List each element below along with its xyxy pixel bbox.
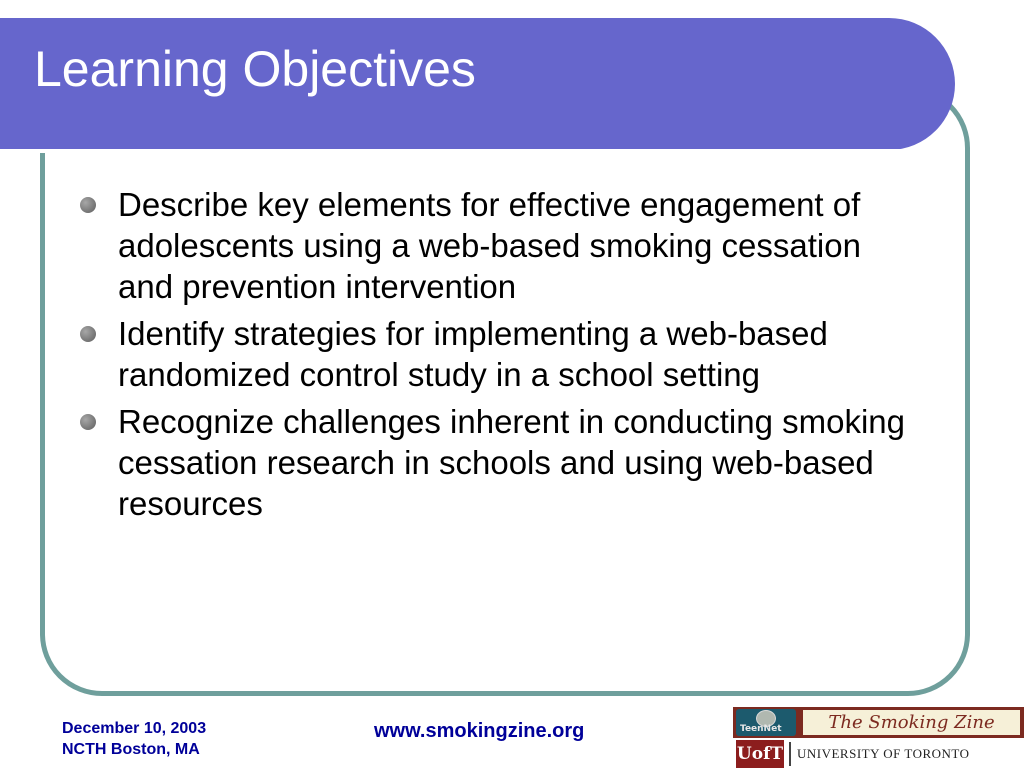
list-item [80, 313, 920, 395]
footer-url-link[interactable]: www.smokingzine.org [374, 720, 585, 742]
bullet-text: Recognize challenges inherent in conducting smoking cessation research in schools and using web-based resources [118, 403, 905, 522]
bullet-text: Describe key elements for effective engagement of adolescents using a web-based smoking cessation and prevention intervention [118, 186, 861, 305]
bullet-icon [80, 326, 96, 342]
university-name: UNIVERSITY OF TORONTO [797, 746, 970, 761]
footer-info [62, 718, 206, 760]
list-item [80, 401, 920, 524]
logo-divider [789, 742, 791, 766]
title-underline [0, 149, 905, 153]
teennet-badge [736, 709, 796, 736]
footer-location: NCTH Boston, MA [62, 741, 200, 758]
teennet-label: TeenNet [740, 724, 782, 734]
logo-banner [733, 707, 1024, 738]
bullet-icon [80, 414, 96, 430]
smoking-zine-logo [733, 707, 1024, 768]
bullet-icon [80, 197, 96, 213]
objectives-list [80, 184, 920, 530]
footer-date: December 10, 2003 [62, 720, 207, 737]
university-banner [733, 740, 1024, 768]
zine-title: The Smoking Zine [803, 710, 1020, 735]
page-title: Learning Objectives [34, 41, 476, 97]
bullet-text: Identify strategies for implementing a web-based randomized control study in a school setting [118, 315, 828, 393]
list-item [80, 184, 920, 307]
uoft-mark: UofT [736, 740, 784, 768]
